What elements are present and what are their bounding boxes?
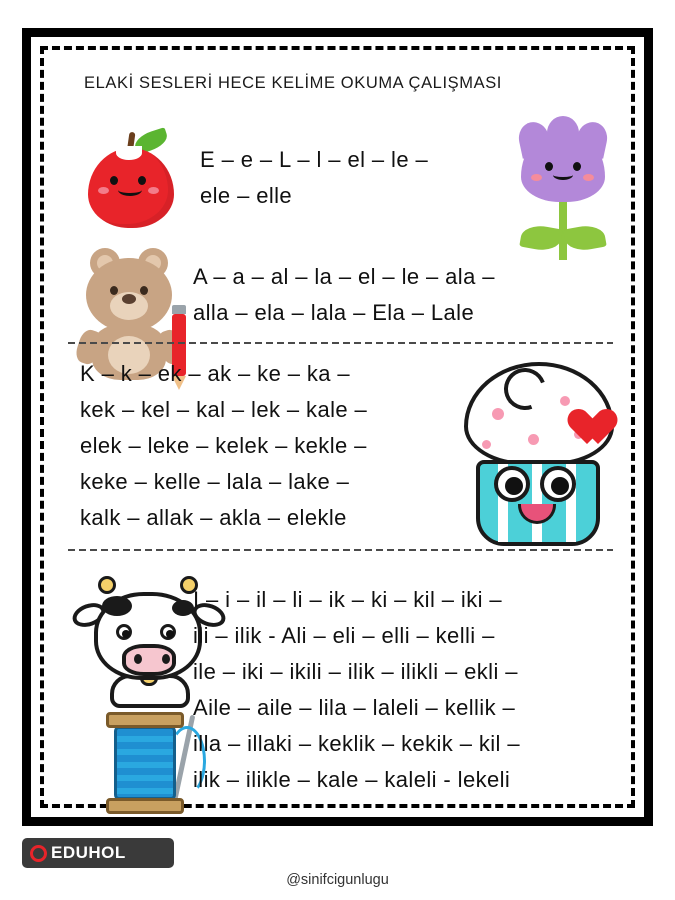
tulip-leaf-left <box>519 223 563 254</box>
syllable-line: kalk – allak – akla – elekle <box>80 505 347 530</box>
apple-cheek-right <box>148 187 159 194</box>
syllable-line: A – a – al – la – el – le – ala – <box>193 264 495 289</box>
tulip-stem <box>559 194 567 260</box>
cupcake-eye-right <box>540 466 576 502</box>
tulip-cheek-left <box>531 174 542 181</box>
syllable-line: illa – illaki – keklik – kekik – kil – <box>193 731 520 756</box>
syllable-line: ele – elle <box>200 183 293 208</box>
syllable-line: İ – i – il – li – ik – ki – kil – iki – <box>193 587 503 612</box>
bear-eye-right <box>140 286 148 295</box>
tulip-cheek-right <box>583 174 594 181</box>
tulip-illustration <box>503 120 623 280</box>
cupcake-wrapper <box>476 460 600 546</box>
syllable-line: Aile – aile – lila – laleli – kellik – <box>193 695 516 720</box>
cow-spot <box>102 596 132 616</box>
bear-nose <box>122 294 136 304</box>
page-title: ELAKİ SESLERİ HECE KELİME OKUMA ÇALIŞMASI <box>84 74 502 92</box>
syllable-line: K – k – ek – ak – ke – ka – <box>80 361 351 386</box>
author-handle: @sinifcigunlugu <box>286 872 389 888</box>
spool-thread <box>114 726 176 800</box>
ring-icon <box>30 845 47 862</box>
cow-nostril-left <box>134 654 142 664</box>
spool-top-flange <box>106 712 184 728</box>
cow-eye-right <box>160 624 176 640</box>
tulip-smile <box>553 170 573 180</box>
spool-bottom-flange <box>106 798 184 814</box>
apple-notch <box>116 146 142 160</box>
syllable-line: kek – kel – kal – lek – kale – <box>80 397 368 422</box>
syllable-line: ilik – ilikle – kale – kaleli - lekeli <box>193 767 511 792</box>
cow-nostril-right <box>162 654 170 664</box>
apple-cheek-left <box>98 187 109 194</box>
section-divider <box>68 342 613 344</box>
syllable-block-i <box>193 582 520 798</box>
heart-icon <box>576 410 616 448</box>
cupcake-sprinkle <box>492 408 504 420</box>
cupcake-stripe <box>532 464 542 542</box>
worksheet-content <box>48 54 627 800</box>
syllable-block-k <box>80 356 367 536</box>
syllable-line: alla – ela – lala – Ela – Lale <box>193 300 475 325</box>
apple-illustration <box>78 126 186 236</box>
syllable-block-e <box>200 142 428 214</box>
syllable-line: keke – kelle – lala – lake – <box>80 469 350 494</box>
syllable-line: elek – leke – kelek – kekle – <box>80 433 367 458</box>
cow-spot <box>172 600 194 616</box>
section-divider <box>68 549 613 551</box>
tulip-eye-right <box>573 162 581 171</box>
syllable-line: E – e – L – l – el – le – <box>200 147 429 172</box>
cow-horn-left <box>98 576 116 594</box>
tulip-eye-left <box>545 162 553 171</box>
cupcake-sprinkle <box>482 440 491 449</box>
syllable-line: ili – ilik - Ali – eli – elli – kelli – <box>193 623 495 648</box>
cupcake-illustration <box>448 354 628 554</box>
cupcake-eye-left <box>494 466 530 502</box>
syllable-block-a <box>193 259 495 331</box>
syllable-line: ile – iki – ikili – ilik – ilikli – ekli – <box>193 659 518 684</box>
apple-smile <box>118 184 142 196</box>
tulip-leaf-right <box>563 223 607 254</box>
cupcake-sprinkle <box>560 396 570 406</box>
apple-eye-left <box>110 176 118 185</box>
eduhol-logo <box>22 838 174 868</box>
logo-text: EDUHOL <box>51 843 126 862</box>
cow-eye-left <box>116 624 132 640</box>
cupcake-sprinkle <box>528 434 539 445</box>
bear-eye-left <box>110 286 118 295</box>
